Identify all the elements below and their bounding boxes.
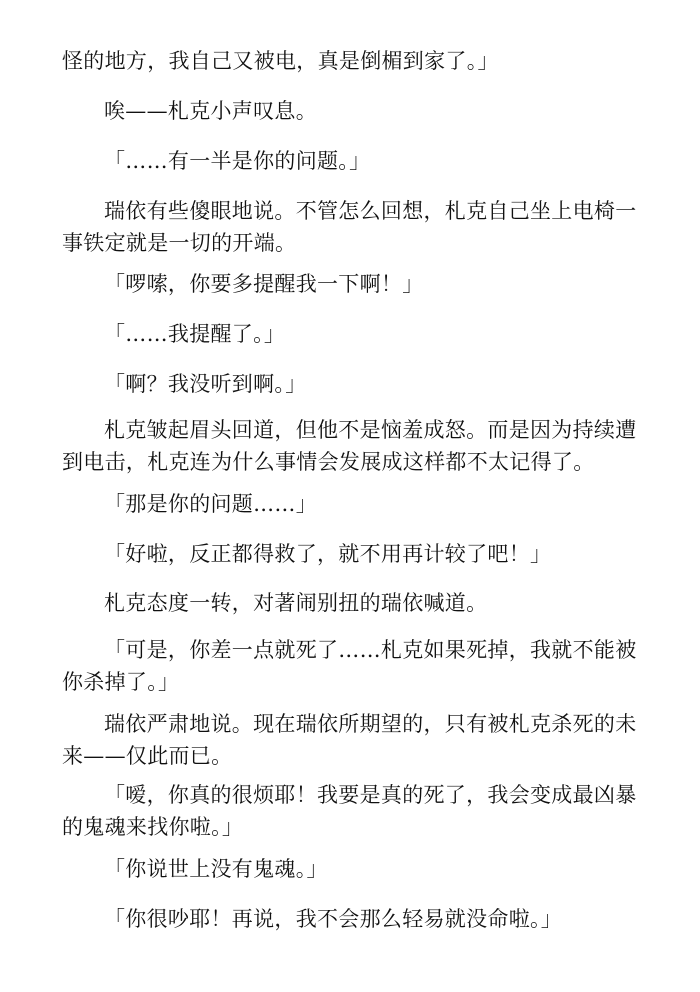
paragraph-2: 唉——札克小声叹息。 — [104, 99, 317, 123]
paragraph-4: 瑞依有些傻眼地说。不管怎么回想，札克自己坐上电椅一事铁定就是一切的开端。 — [62, 199, 637, 255]
paragraph-15: 「你说世上没有鬼魂。」 — [104, 857, 328, 881]
paragraph-1: 怪的地方，我自己又被电，真是倒楣到家了。」 — [62, 49, 499, 73]
paragraph-5: 「啰嗦，你要多提醒我一下啊！」 — [104, 272, 424, 296]
paragraph-14: 「嗳，你真的很烦耶！我要是真的死了，我会变成最凶暴的鬼魂来找你啦。」 — [62, 783, 637, 839]
paragraph-12: 「可是，你差一点就死了……札克如果死掉，我就不能被你杀掉了。」 — [62, 638, 637, 694]
paragraph-7: 「啊？我没听到啊。」 — [104, 372, 307, 396]
paragraph-10: 「好啦，反正都得救了，就不用再计较了吧！」 — [104, 542, 552, 566]
paragraph-8: 札克皱起眉头回道，但他不是恼羞成怒。而是因为持续遭到电击，札克连为什么事情会发展成这样都不太记得了。 — [62, 418, 637, 474]
paragraph-9: 「那是你的问题……」 — [104, 492, 317, 516]
paragraph-6: 「……我提醒了。」 — [104, 322, 286, 346]
paragraph-3: 「……有一半是你的问题。」 — [104, 149, 371, 173]
paragraph-11: 札克态度一转，对著闹别扭的瑞依喊道。 — [104, 591, 488, 615]
paragraph-16: 「你很吵耶！再说，我不会那么轻易就没命啦。」 — [104, 907, 563, 931]
paragraph-13: 瑞依严肃地说。现在瑞依所期望的，只有被札克杀死的未来——仅此而已。 — [62, 712, 637, 768]
